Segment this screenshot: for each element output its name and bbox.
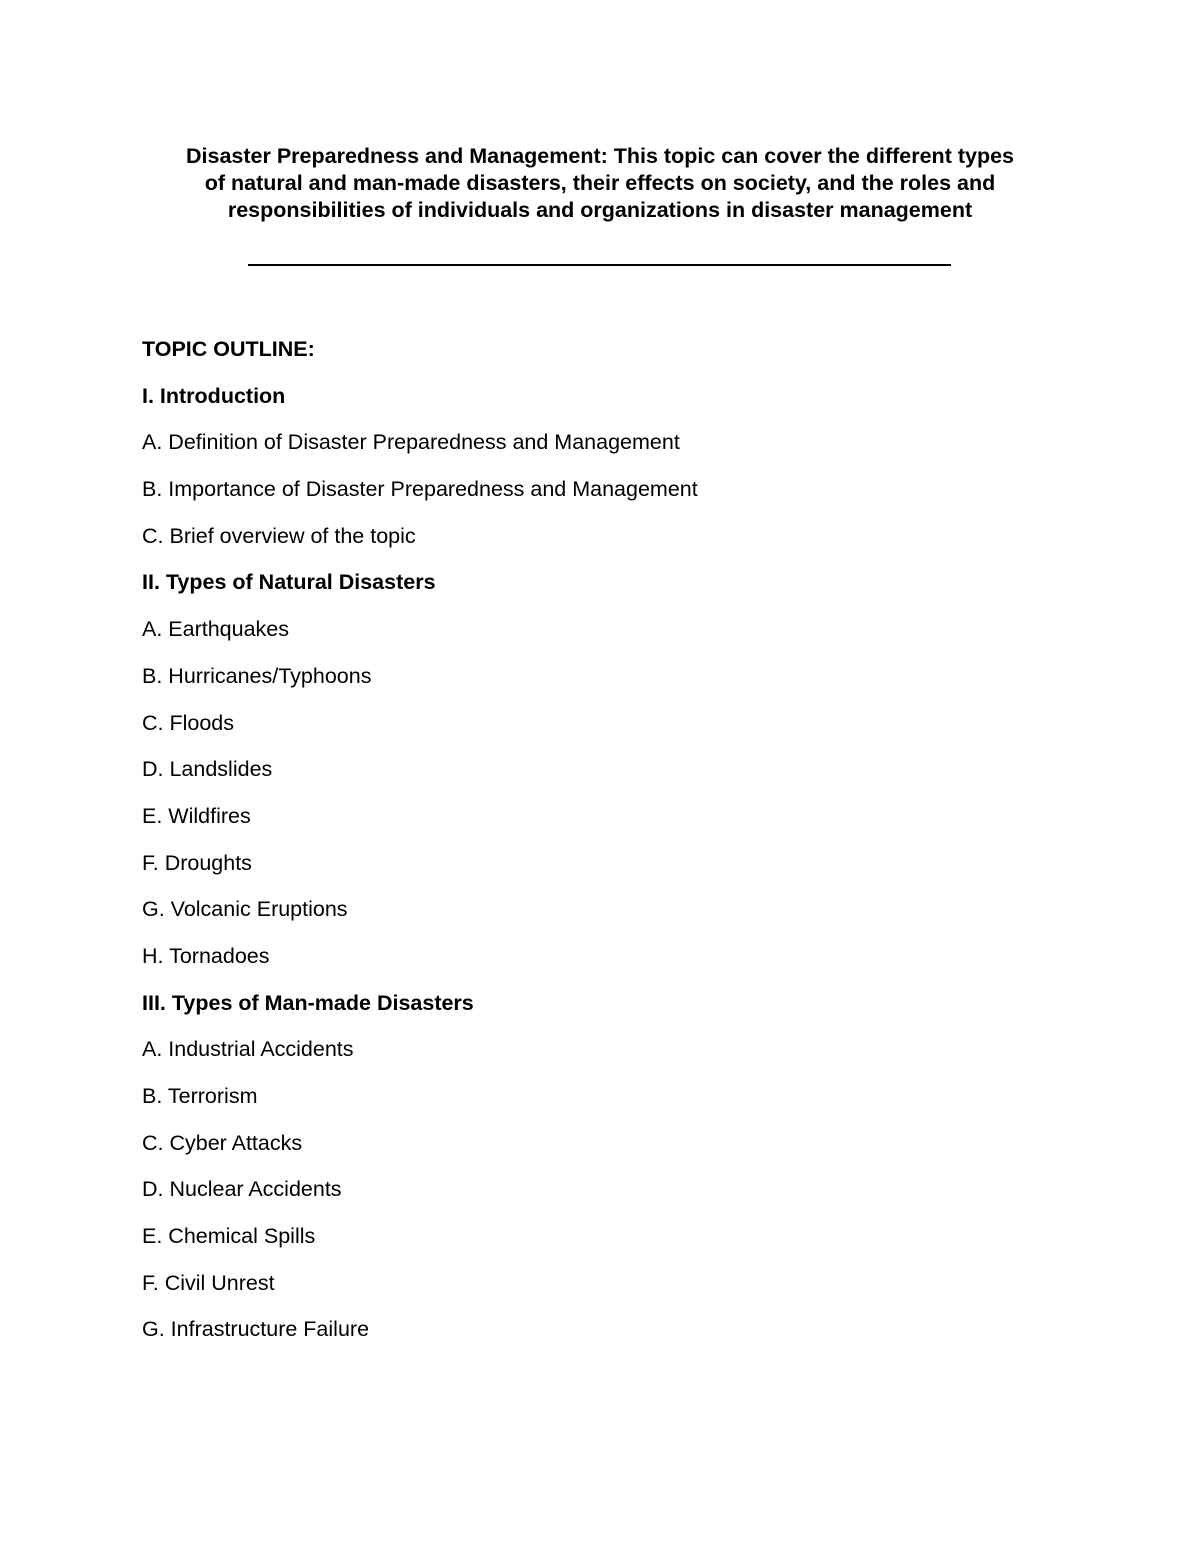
section-heading-man-made-disasters: III. Types of Man-made Disasters bbox=[142, 990, 474, 1015]
document-title bbox=[120, 143, 1080, 224]
section-heading-introduction: I. Introduction bbox=[142, 383, 286, 408]
outline-item: B. Hurricanes/Typhoons bbox=[142, 663, 372, 688]
outline-item: A. Industrial Accidents bbox=[142, 1037, 354, 1062]
outline-heading: TOPIC OUTLINE: bbox=[142, 337, 315, 361]
outline-item: C. Cyber Attacks bbox=[142, 1130, 303, 1155]
title-line: responsibilities of individuals and organizations in disaster management bbox=[227, 198, 973, 222]
outline-item: A. Earthquakes bbox=[142, 617, 290, 642]
outline-item: C. Floods bbox=[142, 710, 235, 735]
outline-item: D. Nuclear Accidents bbox=[142, 1177, 342, 1202]
title-separator-line bbox=[248, 264, 951, 266]
topic-outline bbox=[142, 337, 1142, 1364]
outline-item: D. Landslides bbox=[142, 757, 273, 782]
outline-item: F. Droughts bbox=[142, 850, 252, 875]
outline-item: G. Infrastructure Failure bbox=[142, 1317, 370, 1342]
outline-item: E. Wildfires bbox=[142, 803, 251, 828]
outline-item: A. Definition of Disaster Preparedness and Management bbox=[142, 430, 680, 455]
outline-item: H. Tornadoes bbox=[142, 943, 270, 968]
section-heading-natural-disasters: II. Types of Natural Disasters bbox=[142, 570, 436, 595]
outline-item: F. Civil Unrest bbox=[142, 1270, 275, 1295]
outline-item: B. Importance of Disaster Preparedness and Management bbox=[142, 477, 698, 502]
outline-item: B. Terrorism bbox=[142, 1084, 258, 1108]
outline-item: G. Volcanic Eruptions bbox=[142, 897, 348, 922]
outline-item: C. Brief overview of the topic bbox=[142, 523, 416, 548]
title-line: Disaster Preparedness and Management: This topic can cover the different types bbox=[186, 144, 1014, 168]
outline-item: E. Chemical Spills bbox=[142, 1224, 316, 1249]
title-line: of natural and man-made disasters, their effects on society, and the roles and bbox=[204, 171, 996, 195]
